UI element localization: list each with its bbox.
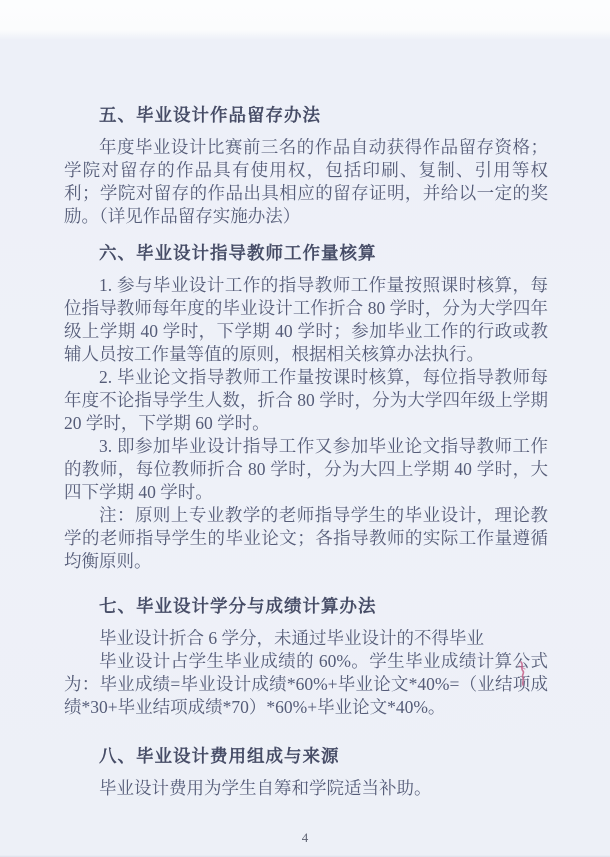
paragraph: 1. 参与毕业设计工作的指导教师工作量按照课时核算，每位指导教师每年度的毕业设计工作折合 80 学时，分为大学四年级上学期 40 学时，下学期 40 学时；参加毕业工作的行政或教辅人员按工作量等值的原则，根据相关核算办法执行。 <box>64 275 548 364</box>
page-number: 4 <box>301 830 309 845</box>
section-credits-grade-calculation <box>64 595 548 719</box>
document-body <box>64 104 548 800</box>
section-advisor-workload <box>64 242 548 573</box>
section-heading: 七、毕业设计学分与成绩计算办法 <box>99 596 377 616</box>
paragraph-note: 注：原则上专业教学的老师指导学生的毕业设计，理论教学的老师指导学生的毕业论文；各指导教师的实际工作量遵循均衡原则。 <box>64 505 548 571</box>
red-pen-mark-icon <box>516 660 532 688</box>
paragraph: 毕业设计费用为学生自筹和学院适当补助。 <box>99 778 432 798</box>
paragraph-formula: 毕业设计占学生毕业成绩的 60%。学生毕业成绩计算公式为：毕业成绩=毕业设计成绩*60%+毕业论文*40%=（业结项成绩*30+毕业结项成绩*70）*60%+毕业论文*40%。 <box>64 651 548 717</box>
paragraph: 2. 毕业论文指导教师工作量按课时核算，每位指导教师每年度不论指导学生人数，折合 80 学时，分为大学四年级上学期 20 学时，下学期 60 学时。 <box>64 367 548 433</box>
section-heading: 六、毕业设计指导教师工作量核算 <box>99 243 377 263</box>
section-work-retention <box>64 104 548 228</box>
paragraph: 年度毕业设计比赛前三名的作品自动获得作品留存资格；学院对留存的作品具有使用权，包括印刷、复制、引用等权利；学院对留存的作品出具相应的留存证明，并给以一定的奖励。（详见作品留存实施办法） <box>64 137 548 226</box>
section-heading: 五、毕业设计作品留存办法 <box>99 105 321 125</box>
section-heading: 八、毕业设计费用组成与来源 <box>99 746 340 766</box>
paragraph: 毕业设计折合 6 学分，未通过毕业设计的不得毕业 <box>99 628 484 648</box>
section-funding-sources <box>64 745 548 800</box>
paragraph: 3. 即参加毕业设计指导工作又参加毕业论文指导教师工作的教师，每位教师折合 80 学时，分为大四上学期 40 学时，大四下学期 40 学时。 <box>64 436 548 502</box>
